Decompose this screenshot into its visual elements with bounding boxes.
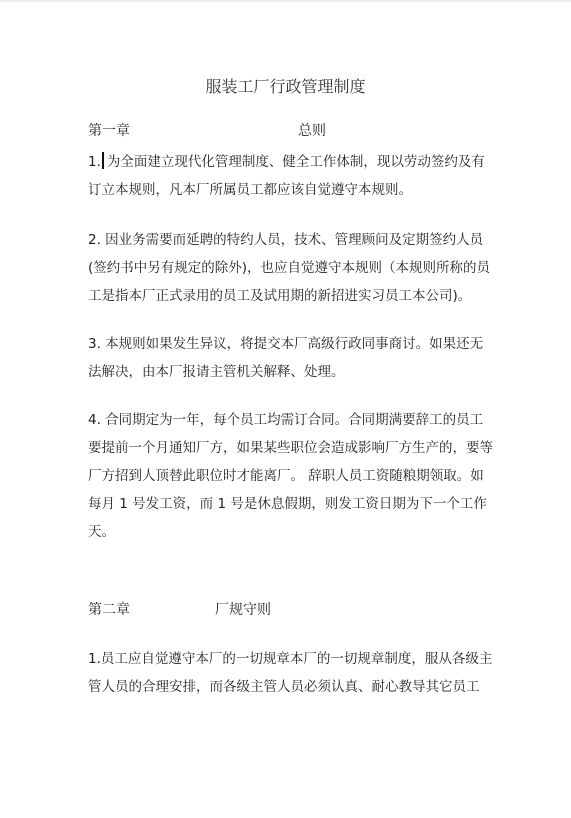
chapter-name: 总则 — [298, 123, 326, 139]
clause-1-1[interactable] — [88, 148, 496, 204]
chapter-number: 第一章 — [88, 123, 130, 139]
clause-number: 1. — [88, 154, 101, 170]
clause-1-4[interactable]: 4. 合同期定为一年，每个员工均需订合同。合同期满要辞工的员工要提前一个月通知厂方，如果某些职位会造成影响厂方生产的，要等厂方招到人顶替此职位时才能离厂。 辞职人员工资随粮期领取。如每月 1 号发工资，而 1 号是休息假期，则发工资日期为下一个工作天。 — [88, 412, 493, 540]
chapter-heading-2 — [88, 599, 488, 621]
clause-text: 为全面建立现代化管理制度、健全工作体制，现以劳动签约及有订立本规则，凡本厂所属员工都应该自觉遵守本规则。 — [88, 154, 485, 198]
document-title: 服装工厂行政管理制度 — [205, 77, 366, 96]
chapter-number: 第二章 — [88, 602, 130, 618]
clause-1-3[interactable]: 3. 本规则如果发生异议，将提交本厂高级行政同事商讨。如果还无法解决，由本厂报请主管机关解释、处理。 — [88, 336, 484, 380]
clause-2-1[interactable]: 1.员工应自觉遵守本厂的一切规章本厂的一切规章制度，服从各级主管人员的合理安排，而各级主管人员必须认真、耐心教导其它员工 — [88, 651, 493, 695]
text-cursor — [102, 152, 104, 169]
page-top-border — [0, 0, 571, 2]
chapter-heading-1 — [88, 120, 488, 142]
clause-1-2[interactable]: 2. 因业务需要而延聘的特约人员，技术、管理顾问及定期签约人员(签约书中另有规定的除外)，也应自觉遵守本规则（本规则所称的员工是指本厂正式录用的员工及试用期的新招进实习员工本公司)。 — [88, 232, 491, 304]
chapter-name: 厂规守则 — [215, 602, 271, 618]
